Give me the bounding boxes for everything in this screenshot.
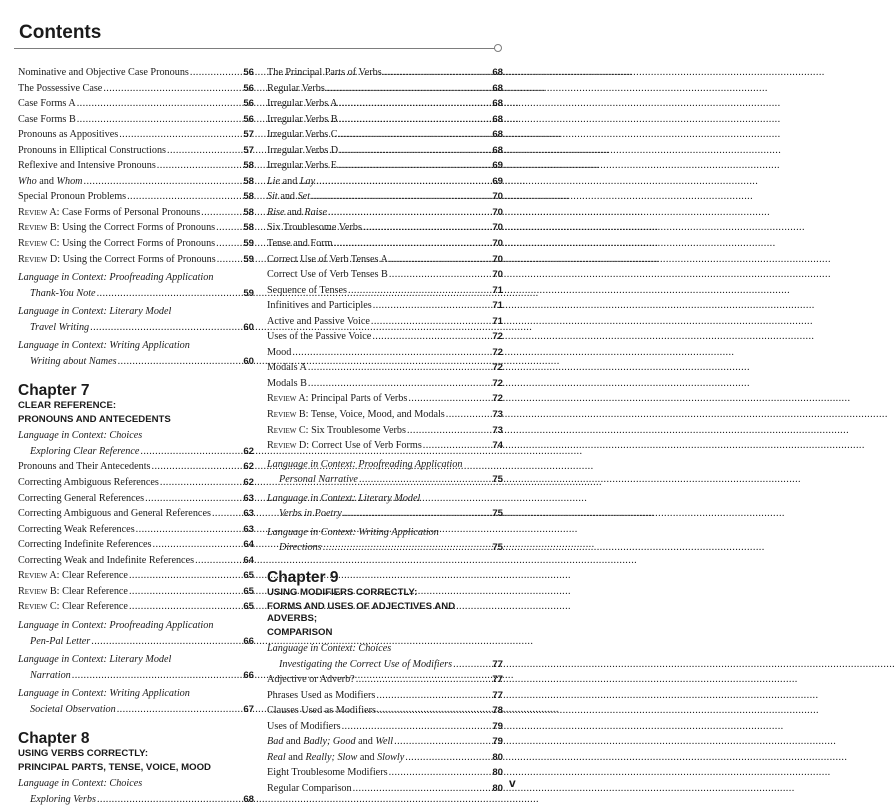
toc-entry[interactable]: Lie and Lay ..... 69	[267, 174, 503, 190]
page-number: 67	[243, 703, 254, 715]
page-number: 65	[243, 601, 254, 613]
page-number: 78	[492, 705, 503, 717]
toc-entry[interactable]: Correct Use of Verb Tenses A ..... 70	[267, 252, 503, 268]
toc-entry[interactable]: Irregular Verbs B ..... 68	[267, 112, 503, 128]
page-number: 79	[492, 720, 503, 732]
page-number: 71	[492, 300, 503, 312]
toc-entry[interactable]: Nominative and Objective Case Pronouns ..... 56	[18, 65, 254, 81]
toc-entry[interactable]: Narration ..... 66	[18, 668, 254, 684]
toc-entry[interactable]: Exploring Clear Reference ..... 62	[18, 444, 254, 460]
header-rule-ornament	[494, 44, 502, 52]
chapter-title: CLEAR REFERENCE:	[18, 400, 117, 412]
toc-entry[interactable]: Verbs in Poetry ..... 75	[267, 506, 503, 522]
toc-entry-review[interactable]: Review D: Using the Correct Forms of Pronouns ..... 59	[18, 252, 254, 268]
header-rule	[14, 48, 496, 49]
page-number: 57	[243, 129, 254, 141]
page-number: 64	[243, 539, 254, 551]
page-number: 60	[243, 355, 254, 367]
page-number: 79	[492, 736, 503, 748]
toc-entry[interactable]: Correcting Ambiguous and General References ..... 63	[18, 506, 254, 522]
page-number: 71	[492, 315, 503, 327]
toc-entry[interactable]: Modals B ..... 72	[267, 376, 503, 392]
page-number: 65	[243, 570, 254, 582]
page-number: 72	[492, 331, 503, 343]
toc-entry-review[interactable]: Review D: Correct Use of Verb Forms ..... 74	[267, 438, 503, 454]
toc-entry[interactable]: Phrases Used as Modifiers ..... 77	[267, 688, 503, 704]
toc-entry[interactable]: Regular Comparison ..... 80	[267, 781, 503, 797]
language-in-context-heading: Language in Context: Proofreading Application	[18, 619, 214, 631]
toc-entry[interactable]: Active and Passive Voice ..... 71	[267, 314, 503, 330]
chapter-title: FORMS AND USES OF ADJECTIVES AND ADVERBS;	[267, 600, 456, 624]
toc-entry[interactable]: Modals A ..... 72	[267, 360, 503, 376]
page-number: 75	[492, 542, 503, 554]
chapter-title: COMPARISON	[267, 626, 333, 638]
page-number: 64	[243, 554, 254, 566]
page-number: 59	[243, 253, 254, 265]
toc-entry[interactable]: Uses of the Passive Voice ..... 72	[267, 329, 503, 345]
toc-entry-review[interactable]: Review C: Clear Reference ..... 65	[18, 599, 254, 615]
page-number: 72	[492, 362, 503, 374]
toc-entry-review[interactable]: Review C: Using the Correct Forms of Pronouns ..... 59	[18, 236, 254, 252]
page-number: 63	[243, 508, 254, 520]
toc-entry-review[interactable]: Review B: Tense, Voice, Mood, and Modals ..... 73	[267, 407, 503, 423]
page-number: 62	[243, 445, 254, 457]
toc-column-right	[267, 65, 503, 796]
toc-entry-review[interactable]: Review A: Case Forms of Personal Pronouns ..... 58	[18, 205, 254, 221]
toc-entry[interactable]: Bad and Badly; Good and Well ..... 79	[267, 734, 503, 750]
chapter-title: PRINCIPAL PARTS, TENSE, VOICE, MOOD	[18, 762, 211, 774]
page-number: 80	[492, 767, 503, 779]
page-number: 80	[492, 782, 503, 794]
toc-column-left	[18, 65, 254, 807]
page-number: 77	[492, 674, 503, 686]
page-number: 56	[243, 82, 254, 94]
toc-entry[interactable]: Pronouns as Appositives ..... 57	[18, 127, 254, 143]
toc-entry[interactable]: Real and Really; Slow and Slowly ..... 80	[267, 750, 503, 766]
toc-entry[interactable]: Investigating the Correct Use of Modifiers ..... 77	[267, 657, 503, 673]
toc-entry-review[interactable]: Review A: Clear Reference ..... 65	[18, 568, 254, 584]
toc-entry[interactable]: The Possessive Case ..... 56	[18, 81, 254, 97]
page-number: 58	[243, 191, 254, 203]
toc-entry[interactable]: Sit and Set ..... 70	[267, 189, 503, 205]
page-number: 75	[492, 508, 503, 520]
toc-entry[interactable]: Who and Whom ..... 58	[18, 174, 254, 190]
page-number: 68	[492, 67, 503, 78]
toc-entry[interactable]: Correcting General References ..... 63	[18, 491, 254, 507]
page-number: 68	[492, 98, 503, 110]
toc-entry[interactable]: Correcting Ambiguous References ..... 62	[18, 475, 254, 491]
page-number: 63	[243, 492, 254, 504]
page-number: 70	[492, 206, 503, 218]
page-number: 58	[243, 206, 254, 218]
toc-entry[interactable]: Irregular Verbs C ..... 68	[267, 127, 503, 143]
page-number: 68	[492, 113, 503, 125]
page-number: 58	[243, 222, 254, 234]
toc-entry[interactable]: Sequence of Tenses ..... 71	[267, 283, 503, 299]
toc-entry[interactable]: Case Forms B ..... 56	[18, 112, 254, 128]
page-number: 70	[492, 253, 503, 265]
page-number: 70	[492, 238, 503, 250]
toc-entry[interactable]: Clauses Used as Modifiers ..... 78	[267, 703, 503, 719]
page-number: 74	[492, 440, 503, 452]
page-number: 73	[492, 424, 503, 436]
chapter-title: USING VERBS CORRECTLY:	[18, 748, 149, 760]
toc-entry[interactable]: Pen-Pal Letter ..... 66	[18, 634, 254, 650]
chapter-number: Chapter 7	[18, 382, 90, 400]
language-in-context-heading: Language in Context: Choices	[18, 430, 143, 442]
page-number: 62	[243, 477, 254, 489]
page-number: 56	[243, 113, 254, 125]
toc-entry[interactable]: Case Forms A ..... 56	[18, 96, 254, 112]
toc-entry[interactable]: Pronouns and Their Antecedents ..... 62	[18, 459, 254, 475]
toc-entry[interactable]: Correct Use of Verb Tenses B ..... 70	[267, 267, 503, 283]
page-number: 75	[492, 474, 503, 486]
page-number: 77	[492, 658, 503, 670]
language-in-context-heading: Language in Context: Literary Model	[267, 492, 421, 504]
page-number: 56	[243, 67, 254, 78]
toc-entry-review[interactable]: Review C: Six Troublesome Verbs ..... 73	[267, 423, 503, 439]
page-number: 70	[492, 222, 503, 234]
language-in-context-heading: Language in Context: Proofreading Application	[267, 458, 463, 470]
toc-entry-review[interactable]: Review A: Principal Parts of Verbs ..... 72	[267, 391, 503, 407]
toc-entry[interactable]: Pronouns in Elliptical Constructions ..... 57	[18, 143, 254, 159]
chapter-title: USING MODIFIERS CORRECTLY:	[267, 586, 418, 598]
page-number: 58	[243, 175, 254, 187]
language-in-context-heading: Language in Context: Writing Application	[267, 526, 439, 538]
language-in-context-heading: Language in Context: Literary Model	[18, 654, 172, 666]
toc-entry[interactable]: Exploring Verbs ..... 68	[18, 792, 254, 807]
toc-entry[interactable]: Writing about Names ..... 60	[18, 354, 254, 370]
toc-entry[interactable]: Correcting Weak References ..... 63	[18, 522, 254, 538]
toc-entry-review[interactable]: Review B: Clear Reference ..... 65	[18, 584, 254, 600]
page-number: 66	[243, 669, 254, 681]
page-number: 68	[492, 82, 503, 94]
page-number: 68	[492, 144, 503, 156]
toc-entry[interactable]: The Principal Parts of Verbs ..... 68	[267, 65, 503, 81]
language-in-context-heading: Language in Context: Writing Application	[18, 340, 190, 352]
toc-entry[interactable]: Mood ..... 72	[267, 345, 503, 361]
toc-entry[interactable]: Correcting Weak and Indefinite References ..... 64	[18, 553, 254, 569]
toc-entry[interactable]: Special Pronoun Problems ..... 58	[18, 189, 254, 205]
page-number: 70	[492, 269, 503, 281]
toc-entry[interactable]: Personal Narrative ..... 75	[267, 472, 503, 488]
toc-entry[interactable]: Adjective or Adverb? ..... 77	[267, 672, 503, 688]
page-number: 71	[492, 284, 503, 296]
toc-entry[interactable]: Directions ..... 75	[267, 540, 503, 556]
page-number: 68	[243, 793, 254, 805]
language-in-context-heading: Language in Context: Choices	[18, 778, 143, 790]
chapter-9-heading	[267, 568, 503, 639]
page-number: 72	[492, 377, 503, 389]
page-number: 72	[492, 393, 503, 405]
toc-entry[interactable]: Irregular Verbs A ..... 68	[267, 96, 503, 112]
page-folio: v	[509, 776, 516, 790]
toc-entry[interactable]: Infinitives and Participles ..... 71	[267, 298, 503, 314]
chapter-number: Chapter 8	[18, 730, 90, 748]
toc-entry[interactable]: Irregular Verbs D ..... 68	[267, 143, 503, 159]
toc-entry[interactable]: Travel Writing ..... 60	[18, 320, 254, 336]
page-number: 66	[243, 635, 254, 647]
page-number: 70	[492, 191, 503, 203]
chapter-number: Chapter 9	[267, 568, 339, 586]
page-number: 72	[492, 346, 503, 358]
toc-entry[interactable]: Tense and Form ..... 70	[267, 236, 503, 252]
toc-entry[interactable]: Regular Verbs ..... 68	[267, 81, 503, 97]
page-number: 57	[243, 144, 254, 156]
page-number: 69	[492, 160, 503, 172]
toc-entry[interactable]: Thank-You Note ..... 59	[18, 286, 254, 302]
page-number: 77	[492, 689, 503, 701]
language-in-context-heading: Language in Context: Proofreading Application	[18, 272, 214, 284]
toc-entry[interactable]: Eight Troublesome Modifiers ..... 80	[267, 765, 503, 781]
page-number: 68	[492, 129, 503, 141]
chapter-8-heading	[18, 729, 254, 774]
page-number: 73	[492, 409, 503, 421]
toc-entry[interactable]: Societal Observation ..... 67	[18, 702, 254, 718]
page-number: 59	[243, 238, 254, 250]
language-in-context-heading: Language in Context: Choices	[267, 642, 392, 654]
page-number: 59	[243, 287, 254, 299]
chapter-7-heading	[18, 381, 254, 426]
page-number: 69	[492, 175, 503, 187]
toc-entry[interactable]: Correcting Indefinite References ..... 64	[18, 537, 254, 553]
page-title: Contents	[19, 22, 102, 43]
toc-entry[interactable]: Uses of Modifiers ..... 79	[267, 719, 503, 735]
toc-entry[interactable]: Reflexive and Intensive Pronouns ..... 58	[18, 158, 254, 174]
page-number: 58	[243, 160, 254, 172]
language-in-context-heading: Language in Context: Writing Application	[18, 688, 190, 700]
page-number: 62	[243, 461, 254, 473]
page-number: 65	[243, 585, 254, 597]
page-number: 60	[243, 321, 254, 333]
page-number: 80	[492, 751, 503, 763]
page-number: 63	[243, 523, 254, 535]
chapter-title: PRONOUNS AND ANTECEDENTS	[18, 414, 171, 426]
toc-entry[interactable]: Rise and Raise ..... 70	[267, 205, 503, 221]
language-in-context-heading: Language in Context: Literary Model	[18, 306, 172, 318]
page-number: 56	[243, 98, 254, 110]
toc-entry[interactable]: Six Troublesome Verbs ..... 70	[267, 220, 503, 236]
toc-entry-review[interactable]: Review B: Using the Correct Forms of Pronouns ..... 58	[18, 220, 254, 236]
toc-entry[interactable]: Irregular Verbs E ..... 69	[267, 158, 503, 174]
